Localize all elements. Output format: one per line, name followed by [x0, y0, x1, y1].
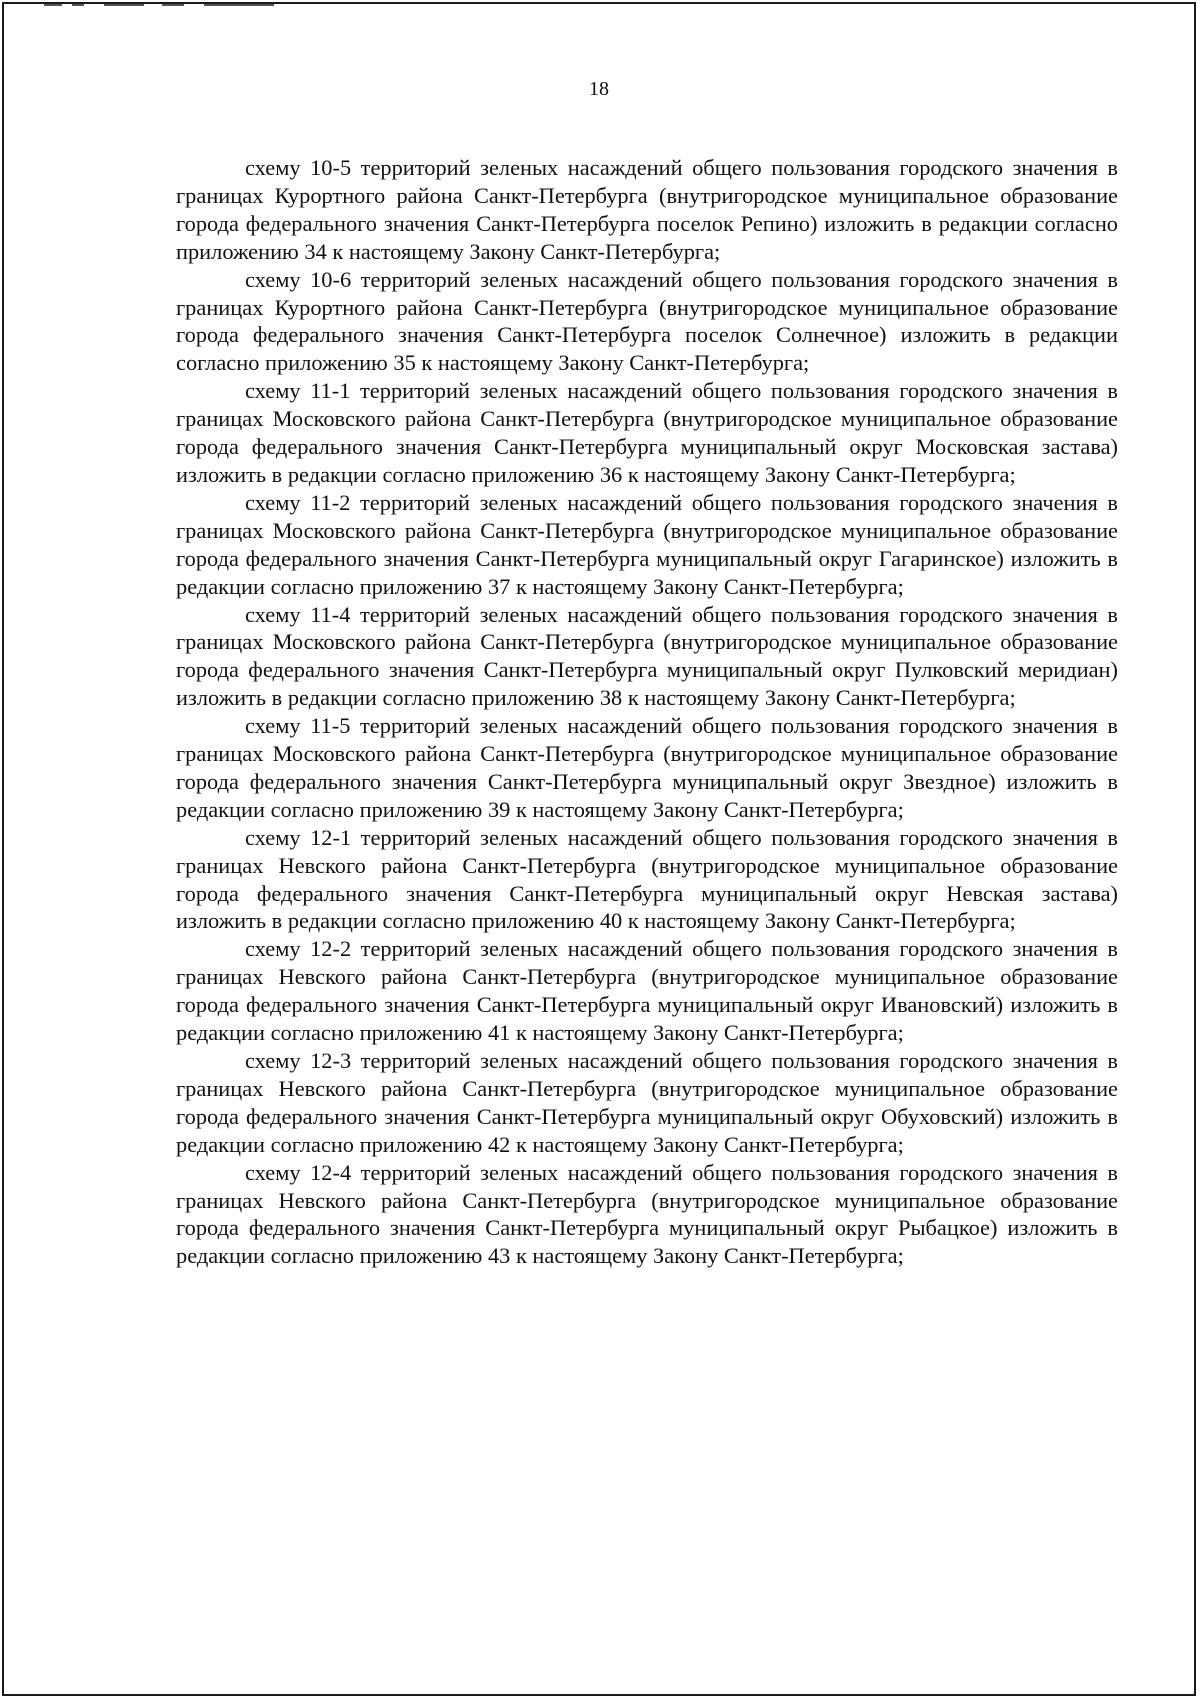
paragraph-scheme-12-4: схему 12-4 территорий зеленых насаждений общего пользования городского значения в границах Невского района Санкт-Петербурга (внутригородское муниципальное образование города федерального значения Санкт-Петербурга муниципальный округ Рыбацкое) изложить в редакции согласно приложению 43 к настоящему Закону Санкт-Петербурга; [176, 1159, 1118, 1269]
paragraph-scheme-11-4: схему 11-4 территорий зеленых насаждений общего пользования городского значения в границах Московского района Санкт-Петербурга (внутригородское муниципальное образование города федерального значения Санкт-Петербурга муниципальный округ Пулковский меридиан) изложить в редакции согласно приложению 38 к настоящему Закону Санкт-Петербурга; [176, 601, 1118, 711]
paragraph-scheme-10-5: схему 10-5 территорий зеленых насаждений общего пользования городского значения в границах Курортного района Санкт-Петербурга (внутригородское муниципальное образование города федерального значения Санкт-Петербурга поселок Репино) изложить в редакции согласно приложению 34 к настоящему Закону Санкт-Петербурга; [176, 155, 1118, 264]
paragraph-scheme-12-2: схему 12-2 территорий зеленых насаждений общего пользования городского значения в границах Невского района Санкт-Петербурга (внутригородское муниципальное образование города федерального значения Санкт-Петербурга муниципальный округ Ивановский) изложить в редакции согласно приложению 41 к настоящему Закону Санкт-Петербурга; [176, 936, 1118, 1046]
paragraph-scheme-11-2: схему 11-2 территорий зеленых насаждений общего пользования городского значения в границах Московского района Санкт-Петербурга (внутригородское муниципальное образование города федерального значения Санкт-Петербурга муниципальный округ Гагаринское) изложить в редакции согласно приложению 37 к настоящему Закону Санкт-Петербурга; [176, 489, 1118, 599]
scan-edge-marks [44, 4, 344, 7]
paragraph-scheme-11-5: схему 11-5 территорий зеленых насаждений общего пользования городского значения в границах Московского района Санкт-Петербурга (внутригородское муниципальное образование города федерального значения Санкт-Петербурга муниципальный округ Звездное) изложить в редакции согласно приложению 39 к настоящему Закону Санкт-Петербурга; [176, 713, 1118, 822]
paragraph-scheme-12-3: схему 12-3 территорий зеленых насаждений общего пользования городского значения в границах Невского района Санкт-Петербурга (внутригородское муниципальное образование города федерального значения Санкт-Петербурга муниципальный округ Обуховский) изложить в редакции согласно приложению 42 к настоящему Закону Санкт-Петербурга; [176, 1048, 1118, 1157]
page-number: 18 [589, 78, 609, 100]
paragraph-scheme-12-1: схему 12-1 территорий зеленых насаждений общего пользования городского значения в границах Невского района Санкт-Петербурга (внутригородское муниципальное образование города федерального значения Санкт-Петербурга муниципальный округ Невская застава) изложить в редакции согласно приложению 40 к настоящему Закону Санкт-Петербурга; [176, 824, 1118, 934]
paragraph-scheme-10-6: схему 10-6 территорий зеленых насаждений общего пользования городского значения в границах Курортного района Санкт-Петербурга (внутригородское муниципальное образование города федерального значения Санкт-Петербурга поселок Солнечное) изложить в редакции согласно приложению 35 к настоящему Закону Санкт-Петербурга; [176, 266, 1118, 376]
document-body [176, 154, 1118, 1270]
paragraph-scheme-11-1: схему 11-1 территорий зеленых насаждений общего пользования городского значения в границах Московского района Санкт-Петербурга (внутригородское муниципальное образование города федерального значения Санкт-Петербурга муниципальный округ Московская застава) изложить в редакции согласно приложению 36 к настоящему Закону Санкт-Петербурга; [176, 378, 1118, 487]
document-page [2, 2, 1196, 1696]
